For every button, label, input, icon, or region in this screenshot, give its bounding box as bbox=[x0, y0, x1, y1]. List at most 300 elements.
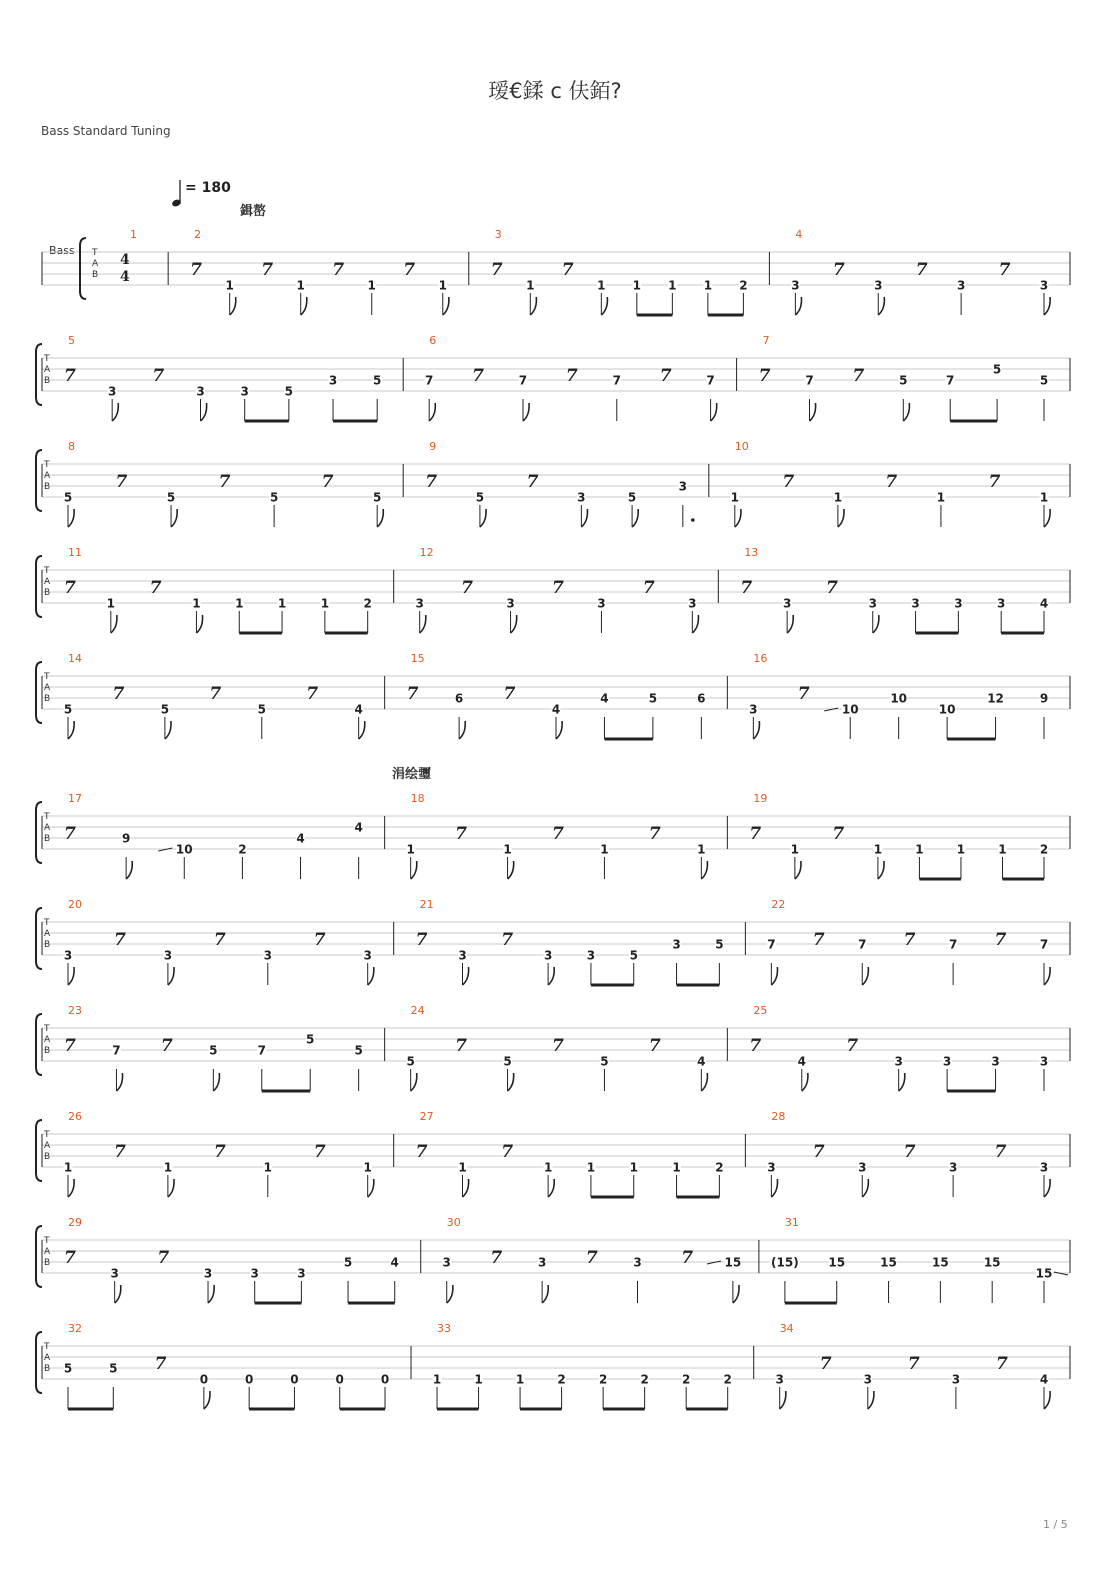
fret-number: 7 bbox=[767, 937, 776, 952]
eighth-flag bbox=[548, 1179, 554, 1197]
system-bracket bbox=[36, 344, 42, 405]
fret-number: 5 bbox=[63, 1361, 73, 1376]
eighth-rest: 7 bbox=[915, 260, 928, 280]
fret-number: 1 bbox=[873, 842, 883, 857]
bar-number: 3 bbox=[494, 228, 502, 241]
fret-number: 5 bbox=[648, 691, 658, 706]
fret-number: 5 bbox=[373, 373, 382, 388]
fret-number: 4 bbox=[296, 831, 305, 846]
bar-number: 4 bbox=[795, 228, 803, 241]
fret-number: 2 bbox=[238, 842, 247, 857]
eighth-flag bbox=[862, 967, 868, 985]
eighth-rest: 7 bbox=[740, 578, 753, 598]
eighth-flag bbox=[171, 509, 177, 527]
system-bracket bbox=[36, 556, 42, 617]
fret-number: 6 bbox=[454, 691, 464, 706]
eighth-flag bbox=[1044, 1391, 1050, 1409]
fret-number: 3 bbox=[672, 937, 681, 952]
fret-number: 1 bbox=[632, 278, 642, 293]
bar-number: 20 bbox=[68, 898, 82, 911]
fret-number: 2 bbox=[681, 1372, 691, 1387]
eighth-flag bbox=[701, 1073, 707, 1091]
eighth-flag bbox=[443, 297, 449, 315]
bar-number: 12 bbox=[419, 546, 434, 559]
eighth-rest: 7 bbox=[648, 824, 661, 844]
eighth-flag bbox=[115, 1285, 121, 1303]
eighth-rest: 7 bbox=[332, 260, 345, 280]
fret-number: 2 bbox=[598, 1372, 608, 1387]
fret-number: 1 bbox=[697, 842, 706, 857]
fret-number: 12 bbox=[987, 691, 1004, 706]
eighth-rest: 7 bbox=[149, 578, 162, 598]
fret-number: 4 bbox=[354, 820, 363, 835]
fret-number: 1 bbox=[600, 842, 609, 857]
eighth-rest: 7 bbox=[994, 1142, 1007, 1162]
fret-number: 7 bbox=[948, 937, 958, 952]
fret-number: 3 bbox=[749, 702, 758, 717]
fret-number: 1 bbox=[703, 278, 713, 293]
bar-number: 8 bbox=[68, 440, 75, 453]
fret-number: 7 bbox=[805, 373, 814, 388]
fret-number: 5 bbox=[306, 1032, 315, 1047]
fret-number: 3 bbox=[688, 596, 697, 611]
fret-number: 5 bbox=[1039, 373, 1049, 388]
fret-number: 1 bbox=[367, 278, 376, 293]
staff-system bbox=[36, 1322, 1070, 1409]
eighth-flag bbox=[368, 967, 374, 985]
fret-number: 5 bbox=[284, 384, 294, 399]
eighth-rest: 7 bbox=[503, 684, 516, 704]
eighth-rest: 7 bbox=[995, 1354, 1008, 1374]
fret-number: 3 bbox=[1039, 278, 1049, 293]
fret-number: 10 bbox=[175, 842, 193, 857]
fret-number: 1 bbox=[235, 596, 244, 611]
eighth-flag bbox=[420, 615, 426, 633]
eighth-flag bbox=[301, 297, 307, 315]
fret-number: 3 bbox=[767, 1160, 776, 1175]
eighth-rest: 7 bbox=[64, 1248, 76, 1268]
bar-number: 15 bbox=[410, 652, 425, 665]
eighth-flag bbox=[462, 967, 468, 985]
eighth-rest: 7 bbox=[552, 1036, 564, 1056]
eighth-flag bbox=[508, 861, 514, 879]
eighth-rest: 7 bbox=[907, 1354, 920, 1374]
eighth-flag bbox=[795, 861, 801, 879]
tab-clef-letter: A bbox=[44, 1035, 51, 1045]
fret-number: 1 bbox=[790, 842, 800, 857]
fret-number: 5 bbox=[160, 702, 170, 717]
eighth-flag bbox=[701, 861, 707, 879]
fret-number: 10 bbox=[890, 691, 908, 706]
fret-number: 1 bbox=[225, 278, 234, 293]
tab-clef-letter: B bbox=[44, 588, 51, 598]
eighth-flag bbox=[511, 615, 517, 633]
eighth-flag bbox=[213, 1073, 219, 1091]
fret-number: 5 bbox=[715, 937, 724, 952]
fret-number: 3 bbox=[997, 596, 1006, 611]
eighth-flag bbox=[795, 297, 801, 315]
fret-number: 3 bbox=[415, 596, 424, 611]
eighth-rest: 7 bbox=[825, 578, 838, 598]
eighth-rest: 7 bbox=[812, 930, 825, 950]
fret-number: 3 bbox=[240, 384, 249, 399]
fret-number: 4 bbox=[1039, 1372, 1049, 1387]
fret-number: 1 bbox=[543, 1160, 553, 1175]
tab-clef-letter: A bbox=[44, 823, 51, 833]
fret-number: 3 bbox=[363, 948, 372, 963]
tab-clef-letter: B bbox=[44, 482, 51, 492]
eighth-rest: 7 bbox=[321, 472, 334, 492]
eighth-flag bbox=[809, 403, 815, 421]
fret-number: 6 bbox=[697, 691, 706, 706]
fret-number: 7 bbox=[425, 373, 434, 388]
tab-clef-letter: A bbox=[92, 259, 99, 269]
fret-number: 15 bbox=[828, 1255, 846, 1270]
eighth-flag bbox=[753, 721, 759, 739]
bar-number: 9 bbox=[429, 440, 437, 453]
fret-number: 3 bbox=[782, 596, 792, 611]
section-label-verse: 涓绘瓕 bbox=[392, 767, 432, 782]
bar-number: 13 bbox=[744, 546, 759, 559]
eighth-rest: 7 bbox=[213, 1142, 226, 1162]
eighth-flag bbox=[1044, 297, 1050, 315]
eighth-rest: 7 bbox=[113, 1142, 126, 1162]
fret-number: 3 bbox=[263, 948, 272, 963]
eighth-rest: 7 bbox=[154, 1354, 167, 1374]
fret-number: 2 bbox=[723, 1372, 732, 1387]
fret-number: 3 bbox=[586, 948, 596, 963]
eighth-rest: 7 bbox=[403, 260, 416, 280]
bar-number: 21 bbox=[419, 898, 434, 911]
eighth-rest: 7 bbox=[994, 930, 1007, 950]
eighth-flag bbox=[780, 1391, 786, 1409]
fret-number: 4 bbox=[354, 702, 363, 717]
eighth-flag bbox=[168, 967, 174, 985]
fret-number: 0 bbox=[244, 1372, 254, 1387]
fret-number: 1 bbox=[474, 1372, 483, 1387]
fret-number: 7 bbox=[257, 1043, 266, 1058]
eighth-rest: 7 bbox=[472, 366, 484, 386]
fret-number: 9 bbox=[1039, 691, 1049, 706]
eighth-flag bbox=[548, 967, 554, 985]
fret-number: 0 bbox=[199, 1372, 209, 1387]
tab-clef-letter: T bbox=[44, 1236, 50, 1246]
eighth-flag bbox=[377, 509, 383, 527]
fret-number: 15 bbox=[880, 1255, 897, 1270]
eighth-rest: 7 bbox=[681, 1248, 694, 1268]
eighth-rest: 7 bbox=[552, 824, 564, 844]
instrument-label: Bass bbox=[49, 244, 75, 257]
bar-number: 34 bbox=[779, 1322, 794, 1335]
fret-number: 1 bbox=[192, 596, 201, 611]
tab-clef-letter: B bbox=[44, 834, 51, 844]
eighth-flag bbox=[208, 1285, 214, 1303]
fret-number: 3 bbox=[1039, 1160, 1049, 1175]
system-bracket bbox=[36, 1226, 42, 1287]
tab-clef-letter: A bbox=[44, 1141, 51, 1151]
eighth-rest: 7 bbox=[490, 260, 503, 280]
eighth-flag bbox=[411, 861, 417, 879]
fret-number: 5 bbox=[269, 490, 279, 505]
tab-clef-letter: B bbox=[44, 376, 51, 386]
tab-clef-letter: T bbox=[44, 918, 50, 928]
fret-number: 3 bbox=[633, 1255, 642, 1270]
dot bbox=[691, 518, 695, 522]
fret-number: 4 bbox=[797, 1054, 806, 1069]
tab-clef-letter: T bbox=[44, 1024, 50, 1034]
eighth-flag bbox=[165, 721, 171, 739]
tab-clef-letter: B bbox=[44, 1364, 51, 1374]
fret-number: 1 bbox=[1039, 490, 1049, 505]
eighth-flag bbox=[1044, 967, 1050, 985]
fret-number: 5 bbox=[354, 1043, 363, 1058]
eighth-flag bbox=[459, 721, 465, 739]
fret-number: 3 bbox=[954, 596, 963, 611]
fret-number: 3 bbox=[537, 1255, 547, 1270]
system-bracket bbox=[36, 908, 42, 969]
fret-number: 5 bbox=[209, 1043, 218, 1058]
fret-number: 4 bbox=[1039, 596, 1049, 611]
eighth-rest: 7 bbox=[501, 930, 514, 950]
eighth-rest: 7 bbox=[903, 1142, 916, 1162]
eighth-flag bbox=[868, 1391, 874, 1409]
fret-number: 3 bbox=[942, 1054, 952, 1069]
bar-number: 7 bbox=[762, 334, 770, 347]
bar-number: 1 bbox=[130, 228, 137, 241]
fret-number: 3 bbox=[991, 1054, 1000, 1069]
fret-number: 5 bbox=[629, 948, 638, 963]
tab-clef-letter: A bbox=[44, 1247, 51, 1257]
eighth-rest: 7 bbox=[526, 472, 539, 492]
fret-number: 3 bbox=[63, 948, 73, 963]
eighth-rest: 7 bbox=[998, 260, 1011, 280]
fret-number: 3 bbox=[297, 1266, 306, 1281]
fret-number: 15 bbox=[983, 1255, 1001, 1270]
eighth-rest: 7 bbox=[306, 684, 319, 704]
tab-clef-letter: T bbox=[44, 1342, 50, 1352]
fret-number: 3 bbox=[543, 948, 553, 963]
tab-clef-letter: B bbox=[44, 940, 51, 950]
eighth-flag bbox=[601, 297, 607, 315]
fret-number: 0 bbox=[290, 1372, 299, 1387]
eighth-rest: 7 bbox=[190, 260, 203, 280]
fret-number: 7 bbox=[112, 1043, 121, 1058]
eighth-flag bbox=[204, 1391, 210, 1409]
fret-number: 3 bbox=[577, 490, 586, 505]
fret-number: 1 bbox=[320, 596, 330, 611]
fret-number: 1 bbox=[629, 1160, 638, 1175]
eighth-flag bbox=[787, 615, 793, 633]
bar-number: 33 bbox=[437, 1322, 452, 1335]
eighth-rest: 7 bbox=[461, 578, 473, 598]
eighth-flag bbox=[556, 721, 562, 739]
eighth-flag bbox=[68, 509, 74, 527]
fret-number: 4 bbox=[551, 702, 561, 717]
fret-number: 1 bbox=[668, 278, 677, 293]
eighth-flag bbox=[508, 1073, 514, 1091]
fret-number: 3 bbox=[110, 1266, 119, 1281]
bar-number: 10 bbox=[734, 440, 749, 453]
fret-number: 5 bbox=[899, 373, 908, 388]
eighth-flag bbox=[1044, 1179, 1050, 1197]
eighth-rest: 7 bbox=[648, 1036, 661, 1056]
eighth-flag bbox=[692, 615, 698, 633]
fret-number: 5 bbox=[373, 490, 382, 505]
song-title: 瑷€鍒 c 伕銆? bbox=[488, 79, 622, 103]
eighth-rest: 7 bbox=[425, 472, 438, 492]
bar-number: 22 bbox=[771, 898, 786, 911]
eighth-flag bbox=[581, 509, 587, 527]
eighth-flag bbox=[359, 721, 365, 739]
staff-system bbox=[36, 1216, 1070, 1303]
tab-clef-letter: A bbox=[44, 1353, 51, 1363]
eighth-flag bbox=[632, 509, 638, 527]
eighth-flag bbox=[480, 509, 486, 527]
eighth-flag bbox=[411, 1073, 417, 1091]
tab-clef-letter: T bbox=[44, 460, 50, 470]
staff-system bbox=[36, 440, 1070, 527]
fret-number: 4 bbox=[600, 691, 609, 706]
fret-number: 1 bbox=[936, 490, 946, 505]
fret-number: 3 bbox=[597, 596, 606, 611]
fret-number: 3 bbox=[107, 384, 117, 399]
eighth-rest: 7 bbox=[160, 1036, 173, 1056]
eighth-rest: 7 bbox=[797, 684, 810, 704]
fret-number: 5 bbox=[257, 702, 266, 717]
fret-number: 15 bbox=[932, 1255, 949, 1270]
staff-system bbox=[36, 334, 1070, 421]
tab-clef-letter: A bbox=[44, 683, 51, 693]
fret-number: 3 bbox=[442, 1255, 451, 1270]
tab-clef-letter: A bbox=[44, 577, 51, 587]
eighth-flag bbox=[838, 509, 844, 527]
bar-number: 18 bbox=[410, 792, 425, 805]
fret-number: 15 bbox=[724, 1255, 742, 1270]
tab-clef-letter: T bbox=[44, 566, 50, 576]
fret-number: 5 bbox=[343, 1255, 353, 1270]
eighth-flag bbox=[196, 615, 202, 633]
fret-number: 1 bbox=[296, 278, 305, 293]
eighth-rest: 7 bbox=[209, 684, 222, 704]
fret-number: 7 bbox=[858, 937, 867, 952]
eighth-flag bbox=[771, 1179, 777, 1197]
fret-number: 1 bbox=[363, 1160, 372, 1175]
eighth-flag bbox=[1044, 509, 1050, 527]
bar-number: 28 bbox=[771, 1110, 786, 1123]
fret-number: 3 bbox=[775, 1372, 784, 1387]
eighth-flag bbox=[903, 403, 909, 421]
tab-clef-letter: B bbox=[44, 1152, 51, 1162]
eighth-rest: 7 bbox=[313, 930, 326, 950]
fret-number: 2 bbox=[640, 1372, 649, 1387]
eighth-rest: 7 bbox=[585, 1248, 598, 1268]
eighth-flag bbox=[429, 403, 435, 421]
system-bracket bbox=[36, 802, 42, 863]
eighth-flag bbox=[542, 1285, 548, 1303]
tuning-label: Bass Standard Tuning bbox=[41, 124, 171, 138]
eighth-rest: 7 bbox=[846, 1036, 859, 1056]
eighth-rest: 7 bbox=[490, 1248, 503, 1268]
bar-number: 16 bbox=[753, 652, 768, 665]
eighth-rest: 7 bbox=[819, 1354, 832, 1374]
eighth-rest: 7 bbox=[415, 930, 428, 950]
fret-number: 1 bbox=[515, 1372, 525, 1387]
eighth-flag bbox=[447, 1285, 453, 1303]
fret-number: 1 bbox=[277, 596, 287, 611]
eighth-rest: 7 bbox=[782, 472, 795, 492]
staff-system bbox=[36, 652, 1070, 739]
tab-clef-letter: T bbox=[44, 354, 50, 364]
fret-number: 1 bbox=[406, 842, 415, 857]
eighth-rest: 7 bbox=[64, 366, 76, 386]
fret-number: 5 bbox=[503, 1054, 512, 1069]
fret-number: 1 bbox=[998, 842, 1007, 857]
fret-number: 3 bbox=[196, 384, 205, 399]
eighth-rest: 7 bbox=[218, 472, 231, 492]
fret-number: 1 bbox=[956, 842, 966, 857]
fret-number: 1 bbox=[163, 1160, 173, 1175]
fret-number: 4 bbox=[390, 1255, 399, 1270]
eighth-flag bbox=[530, 297, 536, 315]
fret-number: 5 bbox=[627, 490, 637, 505]
fret-number: 1 bbox=[672, 1160, 681, 1175]
fret-number: 2 bbox=[715, 1160, 724, 1175]
staff-system bbox=[36, 792, 1070, 879]
eighth-rest: 7 bbox=[64, 1036, 76, 1056]
eighth-rest: 7 bbox=[561, 260, 574, 280]
eighth-rest: 7 bbox=[659, 366, 672, 386]
eighth-rest: 7 bbox=[64, 824, 76, 844]
fret-number: 3 bbox=[874, 278, 883, 293]
time-signature-bottom: 4 bbox=[120, 269, 130, 285]
staff-system bbox=[36, 1110, 1070, 1197]
fret-number: 1 bbox=[730, 490, 739, 505]
tab-clef-letter: A bbox=[44, 471, 51, 481]
tab-clef-letter: A bbox=[44, 929, 51, 939]
fret-number: 5 bbox=[406, 1054, 415, 1069]
eighth-rest: 7 bbox=[565, 366, 578, 386]
eighth-flag bbox=[771, 967, 777, 985]
fret-number: 0 bbox=[335, 1372, 344, 1387]
bar-number: 29 bbox=[68, 1216, 82, 1229]
eighth-flag bbox=[899, 1073, 905, 1091]
fret-number: 4 bbox=[697, 1054, 706, 1069]
bar-number: 5 bbox=[68, 334, 75, 347]
fret-number: 5 bbox=[63, 490, 73, 505]
eighth-rest: 7 bbox=[455, 1036, 467, 1056]
system-bracket bbox=[80, 238, 86, 299]
bar-number: 25 bbox=[753, 1004, 768, 1017]
eighth-flag bbox=[862, 1179, 868, 1197]
system-bracket bbox=[36, 662, 42, 723]
fret-number: 0 bbox=[380, 1372, 390, 1387]
fret-number: 1 bbox=[458, 1160, 467, 1175]
tab-clef-letter: B bbox=[44, 694, 51, 704]
fret-number: 10 bbox=[938, 702, 956, 717]
fret-number: 3 bbox=[203, 1266, 213, 1281]
eighth-rest: 7 bbox=[501, 1142, 514, 1162]
fret-number: 1 bbox=[833, 490, 843, 505]
bar-number: 31 bbox=[784, 1216, 799, 1229]
tab-clef-letter: T bbox=[44, 812, 50, 822]
tab-clef-letter: T bbox=[92, 248, 98, 258]
eighth-rest: 7 bbox=[157, 1248, 170, 1268]
staff-system bbox=[36, 898, 1070, 985]
eighth-flag bbox=[201, 403, 207, 421]
eighth-rest: 7 bbox=[832, 824, 845, 844]
fret-number: 3 bbox=[678, 479, 687, 494]
section-label-intro: 鍓嶅 bbox=[240, 204, 267, 219]
